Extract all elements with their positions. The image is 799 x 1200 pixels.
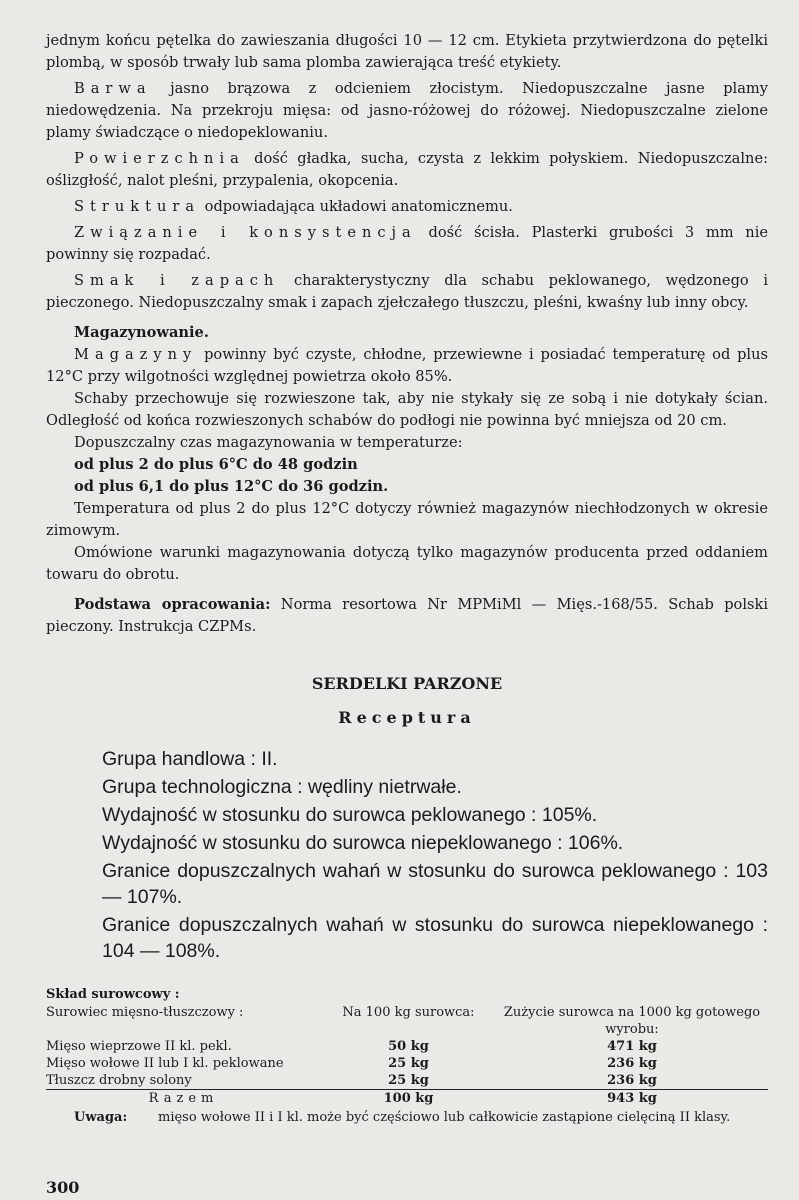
group-item: Grupa technologiczna : wędliny nietrwałe.	[102, 776, 462, 798]
smak-text: charakterystyczny dla schabu peklowanego, wędzonego i pieczonego. Niedopuszczalny smak i zapach zjełczałego tłuszczu, pleśni, kwaśny lub inny obcy.	[46, 272, 768, 311]
uwaga-label: Uwaga:	[74, 1110, 128, 1125]
total-per1000: 943 kg	[496, 1090, 768, 1108]
total-label: Razem	[46, 1090, 321, 1108]
row-name: Mięso wołowe II lub I kl. peklowane	[46, 1056, 284, 1071]
row-name: Mięso wieprzowe II kl. pekl.	[46, 1039, 232, 1054]
paragraph-struktura	[46, 196, 768, 218]
paragraph-czas-1: od plus 2 do plus 6°C do 48 godzin	[74, 456, 358, 473]
sklad-table	[46, 1004, 768, 1107]
column-header-surowiec: Surowiec mięsno-tłuszczowy :	[46, 1005, 244, 1020]
section-subtitle: Receptura	[338, 708, 476, 727]
table-row	[46, 1055, 768, 1072]
row-per1000: 236 kg	[607, 1056, 657, 1071]
magazyny-label: Magazyny	[74, 346, 198, 363]
sklad-heading: Skład surowcowy :	[46, 987, 180, 1002]
total-per100: 100 kg	[321, 1090, 496, 1108]
paragraph-label-end: jednym końcu pętelka do zawieszania długości 10 — 12 cm. Etykieta przytwierdzona do pętelki plombą, w sposób trwały lub sama plomba zawierająca treść etykiety.	[46, 32, 768, 71]
group-item: Wydajność w stosunku do surowca peklowanego : 105%.	[102, 804, 598, 826]
magazyny-text: powinny być czyste, chłodne, przewiewne i posiadać temperaturę od plus 12°C przy wilgotności względnej powietrza około 85%.	[46, 346, 768, 385]
row-per1000: 471 kg	[607, 1039, 657, 1054]
group-item: Granice dopuszczalnych wahań w stosunku do surowca peklowanego : 103 — 107%.	[102, 860, 768, 908]
uwaga-text: mięso wołowe II i I kl. może być częściowo lub całkowicie zastąpione cielęciną II klasy.	[158, 1110, 731, 1125]
powierzchnia-label: Powierzchnia	[74, 150, 245, 167]
table-total-row	[46, 1090, 768, 1108]
column-header-na-1000: Zużycie surowca na 1000 kg gotowego wyrobu:	[503, 1005, 761, 1037]
uwaga-note	[46, 1109, 768, 1127]
page-number: 300	[46, 1178, 80, 1197]
barwa-text: jasno brązowa z odcieniem złocistym. Niedopuszczalne jasne plamy niedowędzenia. Na przekroju mięsa: od jasno-różowej do różowej. Niedopuszczalne zielone plamy świadczące o niedopeklowaniu.	[46, 80, 768, 141]
row-per100: 50 kg	[388, 1039, 429, 1054]
powierzchnia-text: dość gładka, sucha, czysta z lekkim połyskiem. Niedopuszczalne: oślizgłość, nalot pleśni, przypalenia, okopcenia.	[46, 150, 768, 189]
row-per100: 25 kg	[388, 1056, 429, 1071]
group-item: Granice dopuszczalnych wahań w stosunku do surowca niepeklowanego : 104 — 108%.	[102, 914, 768, 962]
row-name: Tłuszcz drobny solony	[46, 1073, 192, 1088]
paragraph-powierzchnia	[46, 148, 768, 192]
section-title: SERDELKI PARZONE	[311, 674, 503, 693]
wiazanie-label: Związanie i konsystencja	[74, 224, 417, 241]
podstawa-text: Norma resortowa Nr MPMiMl — Mięs.-168/55. Schab polski pieczony. Instrukcja CZPMs.	[46, 596, 768, 635]
table-row	[46, 1072, 768, 1090]
paragraph-podstawa	[46, 594, 768, 638]
wiazanie-text: dość ścisła. Plasterki grubości 3 mm nie powinny się rozpadać.	[46, 224, 768, 263]
paragraph-barwa	[46, 78, 768, 144]
podstawa-label: Podstawa opracowania:	[74, 596, 271, 613]
row-per1000: 236 kg	[607, 1073, 657, 1088]
paragraph-magazyny	[46, 344, 768, 388]
document-page	[46, 30, 768, 1127]
paragraph-czas: Dopuszczalny czas magazynowania w temperaturze:	[74, 434, 463, 451]
group-list	[102, 746, 768, 964]
paragraph-wiazanie	[46, 222, 768, 266]
paragraph-czas-2: od plus 6,1 do plus 12°C do 36 godzin.	[74, 478, 389, 495]
barwa-label: Barwa	[74, 80, 152, 97]
paragraph-omowione: Omówione warunki magazynowania dotyczą tylko magazynów producenta przed oddaniem towaru do obrotu.	[46, 544, 768, 583]
row-per100: 25 kg	[388, 1073, 429, 1088]
struktura-text: odpowiadająca układowi anatomicznemu.	[200, 198, 513, 215]
column-header-na-100: Na 100 kg surowca:	[342, 1005, 475, 1020]
group-item: Grupa handlowa : II.	[102, 748, 278, 770]
paragraph-temperatura: Temperatura od plus 2 do plus 12°C dotyczy również magazynów niechłodzonych w okresie zimowym.	[46, 500, 768, 539]
table-header-row	[46, 1004, 768, 1038]
magazynowanie-heading: Magazynowanie.	[74, 324, 209, 341]
struktura-label: Struktura	[74, 198, 201, 215]
table-row	[46, 1038, 768, 1055]
smak-label: Smak i zapach	[74, 272, 280, 289]
paragraph-smak	[46, 270, 768, 314]
group-item: Wydajność w stosunku do surowca niepeklowanego : 106%.	[102, 832, 624, 854]
paragraph-schaby: Schaby przechowuje się rozwieszone tak, aby nie stykały się ze sobą i nie dotykały ścian. Odległość od końca rozwieszonych schabów do podłogi nie powinna być mniejsza od 20 cm.	[46, 390, 768, 429]
